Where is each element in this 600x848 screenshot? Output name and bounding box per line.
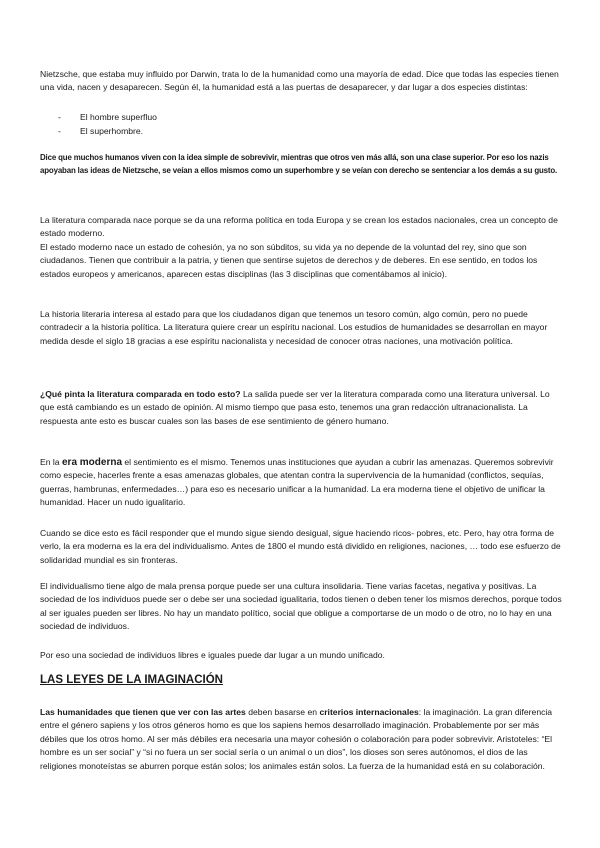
paragraph-text: : la imaginación. La gran diferencia entre el género sapiens y los otros géneros homo es que los sapiens hemos desarrollado imaginación. Probablemente por ser más débiles que los otros homo. Al ser más débiles era necesaria una mayor cohesión o colaboración para poder sobrevivir. Aristoteles: “El hombre es un ser social” y “si no fuera un ser social sería o un animal o un dios”, los dioses son seres autónomos, el dios de las religiones monoteístas se aburren porque están solos; los animales están solos. La fuerza de la humanidad está en su colaboración. bbox=[40, 707, 553, 771]
paragraph-text: deben basarse en bbox=[245, 707, 320, 717]
paragraph-que-pinta bbox=[40, 388, 562, 428]
paragraph-literatura-comparada: La literatura comparada nace porque se da una reforma política en toda Europa y se crean los estados nacionales, crea un concepto de estado moderno. bbox=[40, 215, 558, 239]
paragraph-desigual: Cuando se dice esto es fácil responder que el mundo sigue siendo desigual, sigue haciendo ricos- pobres, etc. Pero, hay otra forma de verlo, la era moderna es la era del individualismo. Antes de 1800 el mundo está dividido en religiones, naciones, … todo ese esfuerzo de solidaridad mundial es sin fronteras. bbox=[40, 528, 561, 565]
paragraph-historia-literaria: La historia literaria interesa al estado para que los ciudadanos digan que tenemos un tesoro común, algo común, pero no puede contradecir a la historia política. La literatura quiere crear un espíritu nacional. Los estudios de humanidades se desarrollan en mayor medida desde el siglo 18 gracias a ese espíritu nacionalista y necesidad de conocer otras naciones, una motivación política. bbox=[40, 309, 548, 346]
species-list bbox=[40, 111, 562, 138]
paragraph-imaginacion bbox=[40, 706, 562, 773]
paragraph-text: En la bbox=[40, 457, 62, 467]
bold-humanidades: Las humanidades que tienen que ver con las artes bbox=[40, 707, 246, 717]
list-item: - El superhombre. bbox=[40, 125, 562, 139]
paragraph-text: La salida puede ser ver la literatura comparada como una literatura universal. Lo que está cambiando es un estado de opinión. Al mismo tiempo que pasa esto, tenemos una gran redacción ultranacionalista. La respuesta ante esto es buscar cuales son las bases de ese sentimiento de género humano. bbox=[40, 389, 550, 426]
bold-question: ¿Qué pinta la literatura comparada en todo esto? bbox=[40, 389, 241, 399]
paragraph-estado-moderno: El estado moderno nace un estado de cohesión, ya no son súbditos, su vida ya no depende de la voluntad del rey, sino que son ciudadanos. Tienen que contribuir a la patria, y tienen que sentirse sujetos de derechos y de deberes. En ese sentido, en todos los estados europeos y americanos, aparecen estas disciplinas (las 3 disciplinas que comentábamos al inicio). bbox=[40, 241, 538, 279]
bold-criterios: criterios internacionales bbox=[319, 707, 419, 717]
paragraph-text: el sentimiento es el mismo. Tenemos unas instituciones que ayudan a cubrir las amenazas. Queremos sobrevivir como especie, hacerles frente a esas amenazas globales, que atentan contra la supervivencia de la humanidad (conflictos, sequías, guerras, hambrunas, enfermedades…) para eso es necesario unificar a la humanidad. La era moderna tiene el objetivo de unificar la humanidad. Hacer un nudo igualitario. bbox=[40, 457, 554, 508]
paragraph-superhombre: Dice que muchos humanos viven con la idea simple de sobrevivir, mientras que otros ven más allá, son una clase superior. Por eso los nazis apoyaban las ideas de Nietzsche, se veían a ellos mismos como un superhombre y se veían con derecho se sentenciar a los demás a su gusto. bbox=[40, 153, 558, 175]
list-item: - El hombre superfluo bbox=[40, 111, 562, 125]
paragraph-individualismo: El individualismo tiene algo de mala prensa porque puede ser una cultura insolidaria. Tiene varias facetas, negativa y positivas. La sociedad de los individuos puede ser o debe ser una sociedad igualitaria, todos tienen o deben tener los mismos derechos, porque todos al ser iguales pueden ser libres. No hay un mandato político, social que obligue a comportarse de un modo o de otro, no lo hay en una sociedad de individuos. bbox=[40, 581, 562, 632]
paragraph-nietzsche: Nietzsche, que estaba muy influido por Darwin, trata lo de la humanidad como una mayoría de edad. Dice que todas las especies tienen una vida, nacen y desaparecen. Según él, la humanidad está a las puertas de desaparecer, y dar lugar a dos especies distintas: bbox=[40, 69, 559, 93]
paragraph-era-moderna bbox=[40, 456, 562, 510]
section-heading: LAS LEYES DE LA IMAGINACIÓN bbox=[40, 674, 223, 686]
section-estado-moderno bbox=[40, 214, 562, 281]
bold-era-moderna: era moderna bbox=[61, 457, 123, 468]
paragraph-mundo-unificado: Por eso una sociedad de individuos libres e iguales puede dar lugar a un mundo unificado. bbox=[40, 650, 385, 660]
